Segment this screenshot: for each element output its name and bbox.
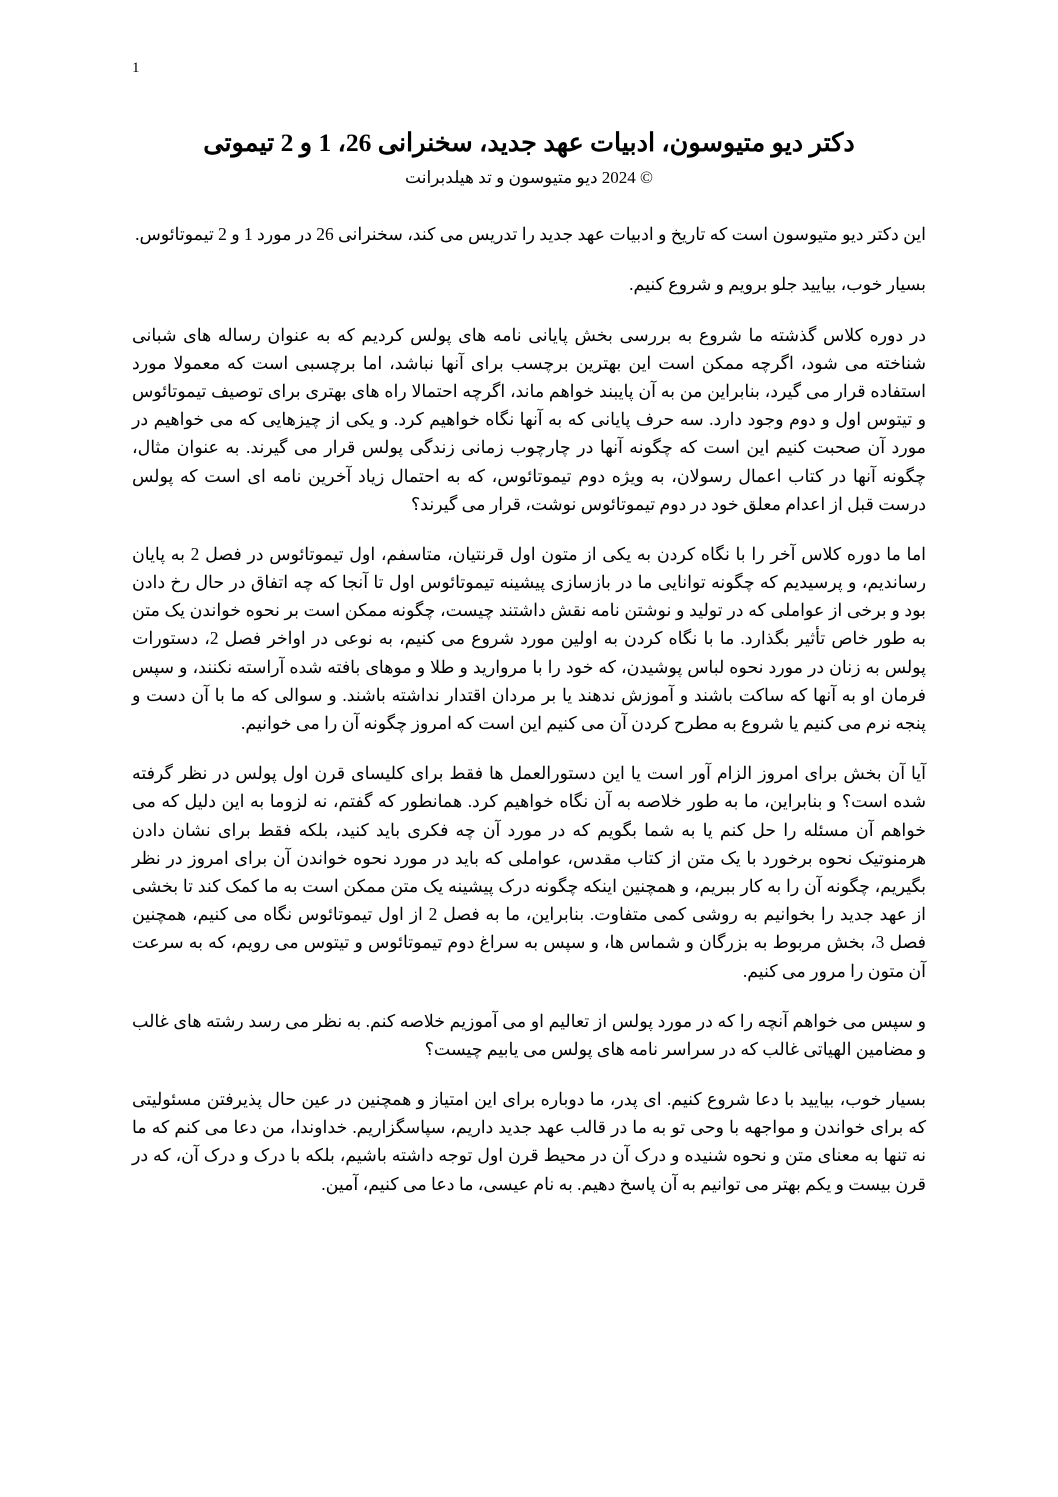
paragraph-last-class-review: در دوره کلاس گذشته ما شروع به بررسی بخش پایانی نامه های پولس کردیم که به عنوان رساله های شبانی شناخته می شود، اگرچه ممکن است این بهترین برچسب برای آنها نباشد، اما برچسبی است که معمولا مورد استفاده قرار می گیرد، بنابراین من به آن پایبند خواهم ماند، اگرچه احتمالا راه های بهتری برای توصیف تیموتائوس و تیتوس اول و دوم وجود دارد. سه حرف پایانی که به آنها نگاه خواهیم کرد. و یکی از چیزهایی که می خواهیم در مورد آن صحبت کنیم این است که چگونه آنها در چارچوب زمانی زندگی پولس قرار می گیرند. به عنوان مثال، چگونه آنها در کتاب اعمال رسولان، به ویژه دوم تیموتائوس، که به احتمال زیاد آخرین نامه ای است که پولس درست قبل از اعدام معلق خود در دوم تیموتائوس نوشت، قرار می گیرند؟ <box>132 324 926 514</box>
paragraph-summary-theology: و سپس می خواهم آنچه را که در مورد پولس از تعالیم او می آموزیم خلاصه کنم. به نظر می رسد رشته های غالب و مضامین الهیاتی غالب که در سراسر نامه های پولس می یابیم چیست؟ <box>132 1010 926 1059</box>
paragraph-intro: این دکتر دیو متیوسون است که تاریخ و ادبیات عهد جدید را تدریس می کند، سخنرانی 26 در مورد 1 و 2 تیموتائوس. <box>135 224 926 245</box>
paragraph-prayer: بسیار خوب، بیایید با دعا شروع کنیم. ای پدر، ما دوباره برای این امتیاز و همچنین در عین حال پذیرفتن مسئولیتی که برای خواندن و مواجهه با وحی تو به ما در قالب عهد جدید داریم، سپاسگزاریم. خداوندا، من دعا می کنم که ما نه تنها به معنای متن و نحوه شنیده و درک آن در محیط قرن اول توجه داشته باشیم، بلکه با درک و درک آن، که در قرن بیست و یکم بهتر می توانیم به آن پاسخ دهیم. به نام عیسی، ما دعا می کنیم، آمین. <box>132 1089 926 1194</box>
paragraph-binding-question: آیا آن بخش برای امروز الزام آور است یا این دستورالعمل ها فقط برای کلیسای قرن اول پولس در نظر گرفته شده است؟ و بنابراین، ما به طور خلاصه به آن نگاه خواهیم کرد. همانطور که گفتم، نه لزوما به این دلیل که می خواهم آن مسئله را حل کنم یا به شما بگویم که در مورد آن چه فکری باید کنید، بلکه فقط برای نشان دادن هرمنوتیک نحوه برخورد با یک متن از کتاب مقدس، عواملی که باید در مورد نحوه خواندن آن برای امروز در نظر بگیریم، چگونه آن را به کار ببریم، و همچنین اینکه چگونه درک پیشینه یک متن ممکن است به ما کمک کند تا بخشی از عهد جدید را بخوانیم به روشی کمی متفاوت. بنابراین، ما به فصل 2 از اول تیموتائوس نگاه می کنیم، همچنین فصل 3، بخش مربوط به بزرگان و شماس ها، و سپس به سراغ دوم تیموتائوس و تیتوس می رویم، که به سرعت آن متون را مرور می کنیم. <box>132 763 926 981</box>
paragraph-lets-begin: بسیار خوب، بیایید جلو برویم و شروع کنیم. <box>629 274 926 295</box>
copyright-line: © 2024 دیو متیوسون و تد هیلدبرانت <box>405 168 653 188</box>
page-number: 1 <box>132 60 140 76</box>
page-title: دکتر دیو متیوسون، ادبیات عهد جدید، سخنرانی 26، 1 و 2 تیموتی <box>203 128 855 157</box>
paragraph-end-of-class: اما ما دوره کلاس آخر را با نگاه کردن به یکی از متون اول قرنتیان، متاسفم، اول تیموتائوس در فصل 2 به پایان رساندیم، و پرسیدیم که چگونه توانایی ما در بازسازی پیشینه تیموتائوس اول تا آنجا که چه اتفاق در حال رخ دادن بود و برخی از عواملی که در تولید و نوشتن نامه نقش داشتند چیست، چگونه ممکن است بر نحوه خواندن یک متن به طور خاص تأثیر بگذارد. ما با نگاه کردن به اولین مورد شروع می کنیم، به نوعی در اواخر فصل 2، دستورات پولس به زنان در مورد نحوه لباس پوشیدن، که خود را با مروارید و طلا و موهای بافته شده آراسته نکنند، و سپس فرمان او به آنها که ساکت باشند و آموزش ندهند یا بر مردان اقتدار نداشته باشند. و سوالی که ما با آن دست و پنجه نرم می کنیم یا شروع به مطرح کردن آن می کنیم این است که امروز چگونه آن را می خوانیم. <box>132 543 926 734</box>
document-body <box>132 220 926 1198</box>
